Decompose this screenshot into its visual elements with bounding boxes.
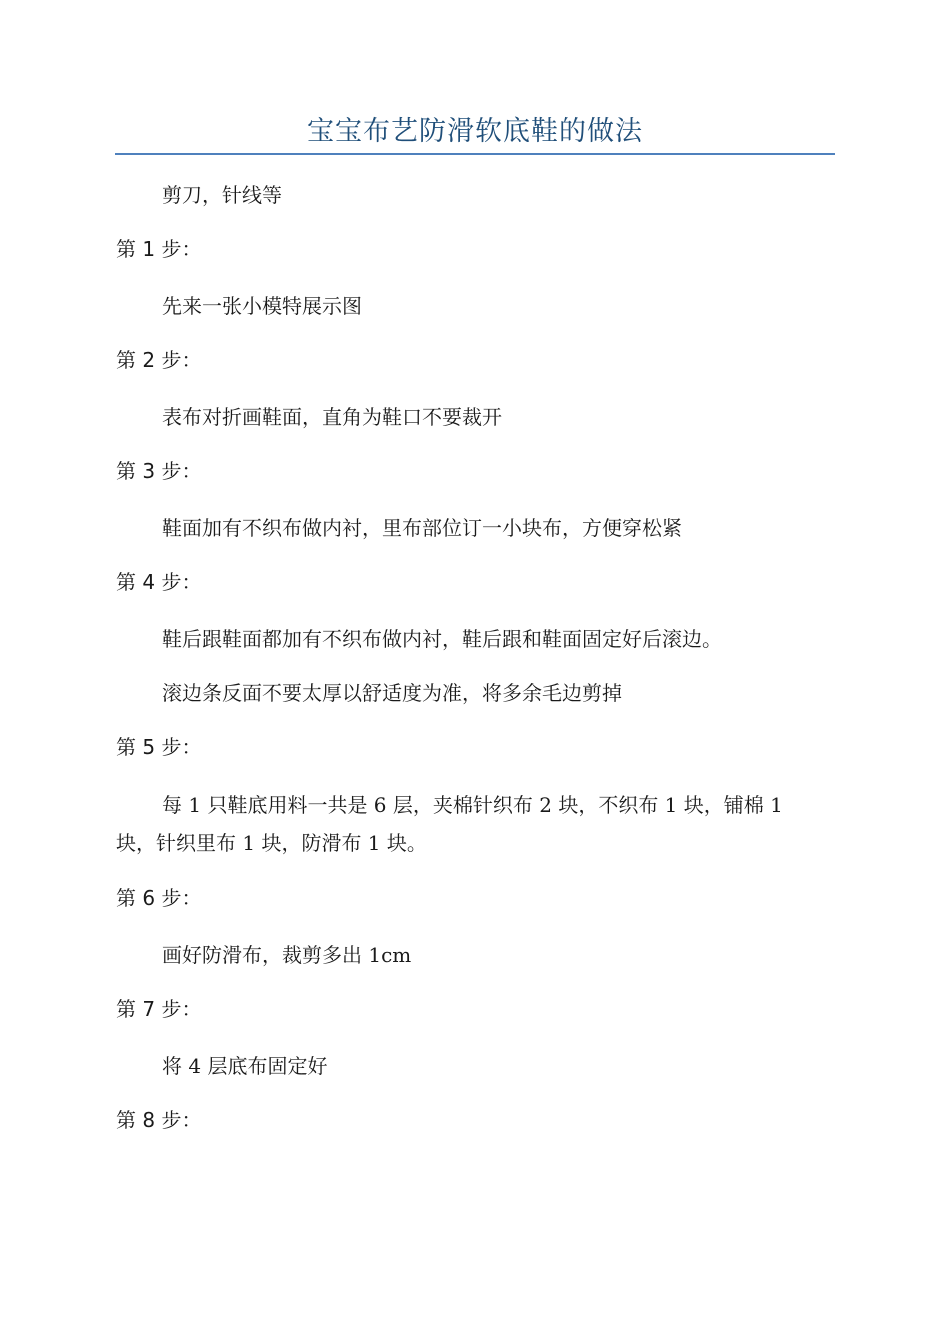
step-heading-2: 第 2 步：: [116, 348, 202, 372]
document-title: 宝宝布艺防滑软底鞋的做法: [307, 116, 643, 147]
paragraph-materials: 剪刀，针线等: [162, 183, 282, 207]
step-heading-8: 第 8 步：: [116, 1108, 202, 1132]
paragraph-step-2: 表布对折画鞋面，直角为鞋口不要裁开: [162, 405, 502, 429]
step-heading-4: 第 4 步：: [116, 570, 202, 594]
paragraph-step-6: 画好防滑布，裁剪多出 1cm: [162, 943, 412, 967]
title-underline: [115, 153, 835, 155]
paragraph-step-7: 将 4 层底布固定好: [162, 1054, 328, 1078]
step-heading-1: 第 1 步：: [116, 237, 202, 261]
step-heading-3: 第 3 步：: [116, 459, 202, 483]
paragraph-step-4a: 鞋后跟鞋面都加有不织布做内衬，鞋后跟和鞋面固定好后滚边。: [162, 627, 722, 651]
step-heading-6: 第 6 步：: [116, 886, 202, 910]
paragraph-step-4b: 滚边条反面不要太厚以舒适度为准，将多余毛边剪掉: [162, 681, 622, 705]
paragraph-step-1: 先来一张小模特展示图: [162, 294, 362, 318]
step-heading-5: 第 5 步：: [116, 735, 202, 759]
paragraph-step-5: 每 1 只鞋底用料一共是 6 层，夹棉针织布 2 块，不织布 1 块，铺棉 1 块，针织里布 1 块，防滑布 1 块。: [116, 793, 783, 855]
step-heading-7: 第 7 步：: [116, 997, 202, 1021]
paragraph-step-3: 鞋面加有不织布做内衬，里布部位订一小块布，方便穿松紧: [162, 516, 682, 540]
